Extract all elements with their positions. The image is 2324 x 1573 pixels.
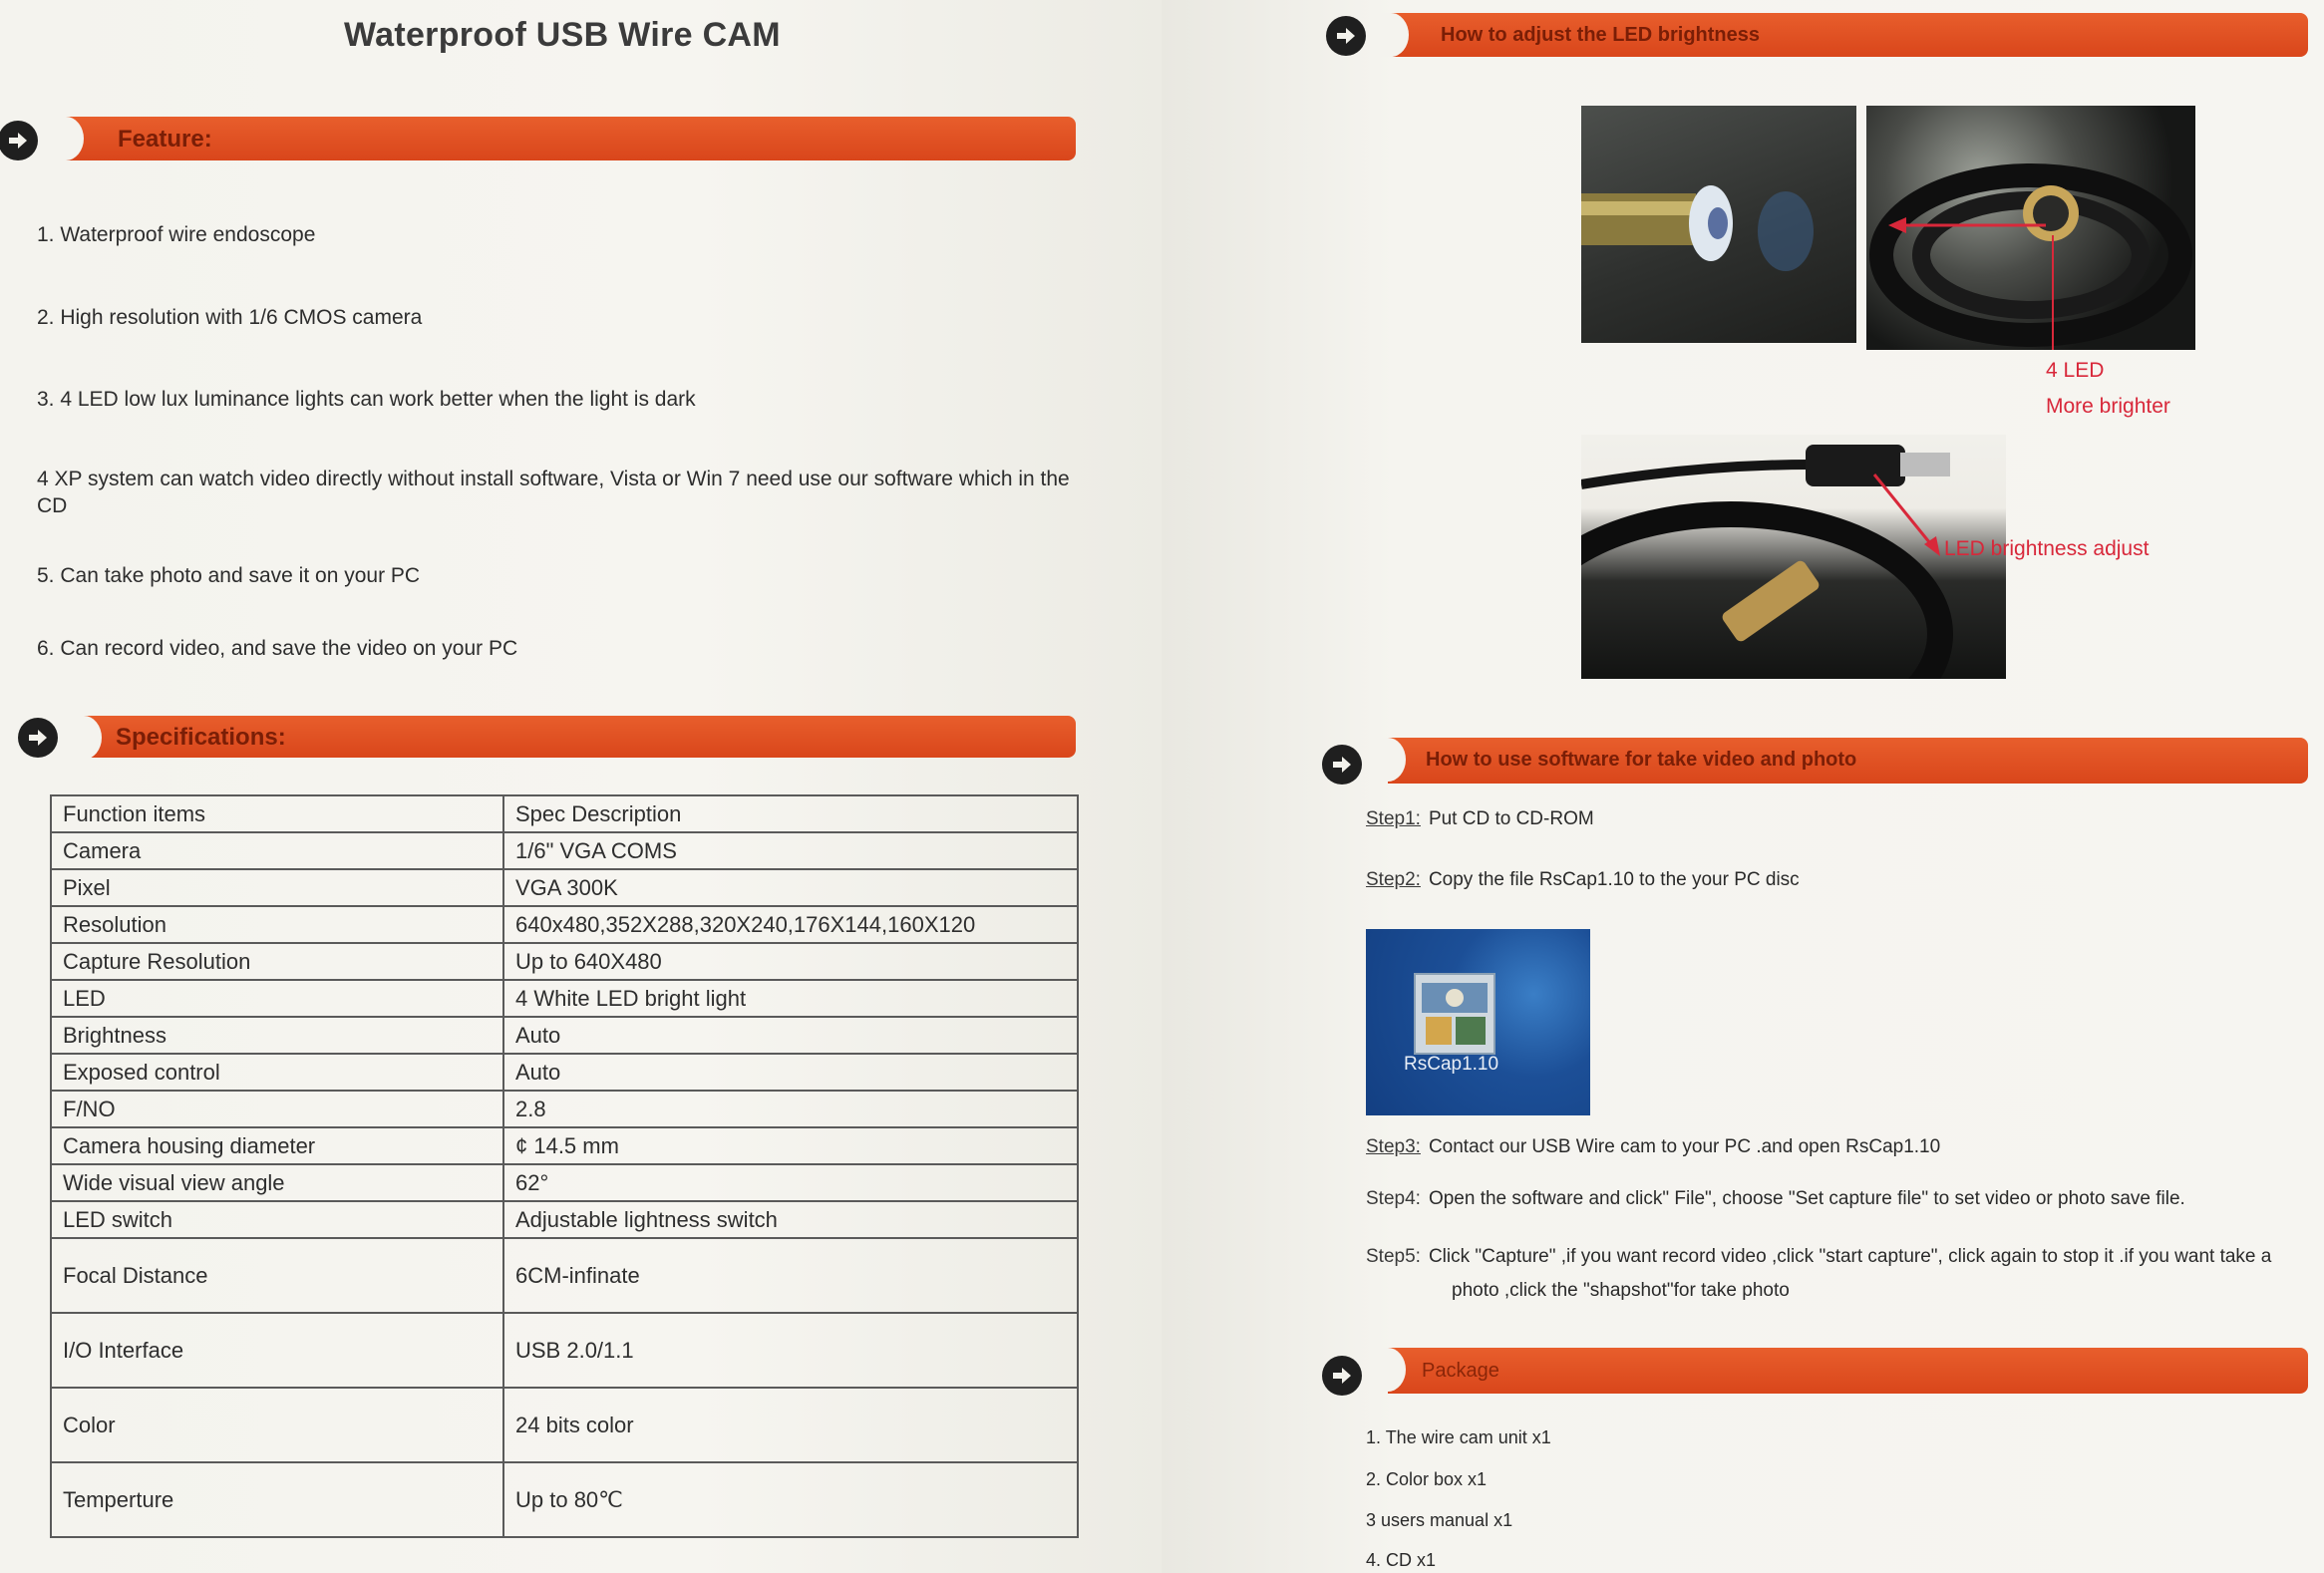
step-2 [1366,869,1800,891]
table-row [51,1017,1078,1054]
feature-item: 2. High resolution with 1/6 CMOS camera [37,306,423,329]
step-3 [1366,1136,1940,1158]
spec-value: 2.8 [503,1091,1078,1127]
led-band [1391,13,2308,57]
spec-value: USB 2.0/1.1 [503,1313,1078,1388]
spec-value: 1/6" VGA COMS [503,832,1078,869]
spec-value: ¢ 14.5 mm [503,1127,1078,1164]
table-row [51,832,1078,869]
table-row [51,943,1078,980]
rscap-app-icon [1414,973,1495,1055]
led-count-label: 4 LED [2046,359,2105,382]
spec-key: Color [51,1388,503,1462]
step-5 [1366,1246,2271,1268]
arrow-right-icon [18,718,58,758]
package-item: 1. The wire cam unit x1 [1366,1427,1551,1447]
step-label: Step1: [1366,808,1421,829]
table-row [51,1127,1078,1164]
arrow-right-icon [1326,16,1366,56]
feature-item: 6. Can record video, and save the video on your PC [37,637,518,660]
spec-value: Auto [503,1054,1078,1091]
app-label: RsCap1.10 [1404,1054,1499,1075]
feature-item: 5. Can take photo and save it on your PC [37,564,421,587]
software-heading: How to use software for take video and photo [1426,749,1857,771]
table-row [51,980,1078,1017]
specifications-band [84,716,1076,758]
spec-key: F/NO [51,1091,503,1127]
spec-value: Spec Description [503,795,1078,832]
arrow-right-icon [1322,1356,1362,1396]
spec-value: Auto [503,1017,1078,1054]
package-item: 3 users manual x1 [1366,1510,1513,1530]
spec-key: I/O Interface [51,1313,503,1388]
desktop-screenshot [1366,929,1590,1115]
spec-table [50,794,1079,1538]
spec-value: 6CM-infinate [503,1238,1078,1313]
table-row [51,1164,1078,1201]
arrow-right-icon [1322,745,1362,785]
feature-item: 1. Waterproof wire endoscope [37,223,316,246]
package-heading: Package [1422,1360,1499,1382]
feature-item: 4 XP system can watch video directly without install software, Vista or Win 7 need use our software which in the CD [37,468,1070,517]
step-text: Copy the file RsCap1.10 to the your PC disc [1428,869,1800,890]
spec-value: Up to 80℃ [503,1462,1078,1537]
red-pointer-arrow [1864,469,1954,558]
table-row [51,1091,1078,1127]
step-5-continued: photo ,click the "shapshot"for take photo [1452,1280,1790,1301]
step-label: Step3: [1366,1136,1421,1157]
spec-key: Resolution [51,906,503,943]
table-row [51,1054,1078,1091]
spec-key: Capture Resolution [51,943,503,980]
step-1 [1366,808,1594,830]
table-row [51,1238,1078,1313]
table-row [51,1462,1078,1537]
feature-heading: Feature: [118,126,212,153]
spec-key: Camera housing diameter [51,1127,503,1164]
cable-coil-photo [1866,106,2195,350]
spec-key: LED [51,980,503,1017]
spec-value: 640x480,352X288,320X240,176X144,160X120 [503,906,1078,943]
led-heading: How to adjust the LED brightness [1441,24,1761,46]
table-row [51,906,1078,943]
spec-value: VGA 300K [503,869,1078,906]
step-label: Step2: [1366,869,1421,890]
spec-key: Wide visual view angle [51,1164,503,1201]
step-text: Open the software and click" File", choose "Set capture file" to set video or photo save file. [1428,1188,2185,1209]
spec-value: Up to 640X480 [503,943,1078,980]
step-text: Contact our USB Wire cam to your PC .and open RsCap1.10 [1428,1136,1941,1157]
table-row [51,1313,1078,1388]
spec-key: Temperture [51,1462,503,1537]
step-4 [1366,1188,2185,1210]
package-band [1388,1348,2308,1394]
feature-band [66,117,1076,160]
spec-value: 4 White LED bright light [503,980,1078,1017]
camera-tip-photo [1581,106,1856,343]
spec-value: Adjustable lightness switch [503,1201,1078,1238]
spec-value: 24 bits color [503,1388,1078,1462]
specifications-heading: Specifications: [116,724,286,751]
step-text: Click "Capture" ,if you want record video ,click "start capture", click again to stop it .if you want take a [1428,1246,2272,1267]
spec-key: Pixel [51,869,503,906]
spec-value: 62° [503,1164,1078,1201]
table-row [51,1201,1078,1238]
spec-key: LED switch [51,1201,503,1238]
spec-key: Exposed control [51,1054,503,1091]
table-row [51,869,1078,906]
brightness-adjust-label: LED brightness adjust [1944,537,2150,560]
more-brighter-label: More brighter [2046,395,2170,418]
step-label: Step5: [1366,1246,1421,1267]
table-row [51,1388,1078,1462]
step-label: Step4: [1366,1188,1421,1209]
document-title: Waterproof USB Wire CAM [344,16,781,54]
step-text: Put CD to CD-ROM [1428,808,1594,829]
spec-key: Camera [51,832,503,869]
feature-item: 3. 4 LED low lux luminance lights can work better when the light is dark [37,388,696,411]
package-item: 4. CD x1 [1366,1550,1437,1570]
spec-key: Brightness [51,1017,503,1054]
spec-key: Function items [51,795,503,832]
package-item: 2. Color box x1 [1366,1469,1488,1489]
spec-key: Focal Distance [51,1238,503,1313]
table-row [51,795,1078,832]
software-band [1388,738,2308,784]
